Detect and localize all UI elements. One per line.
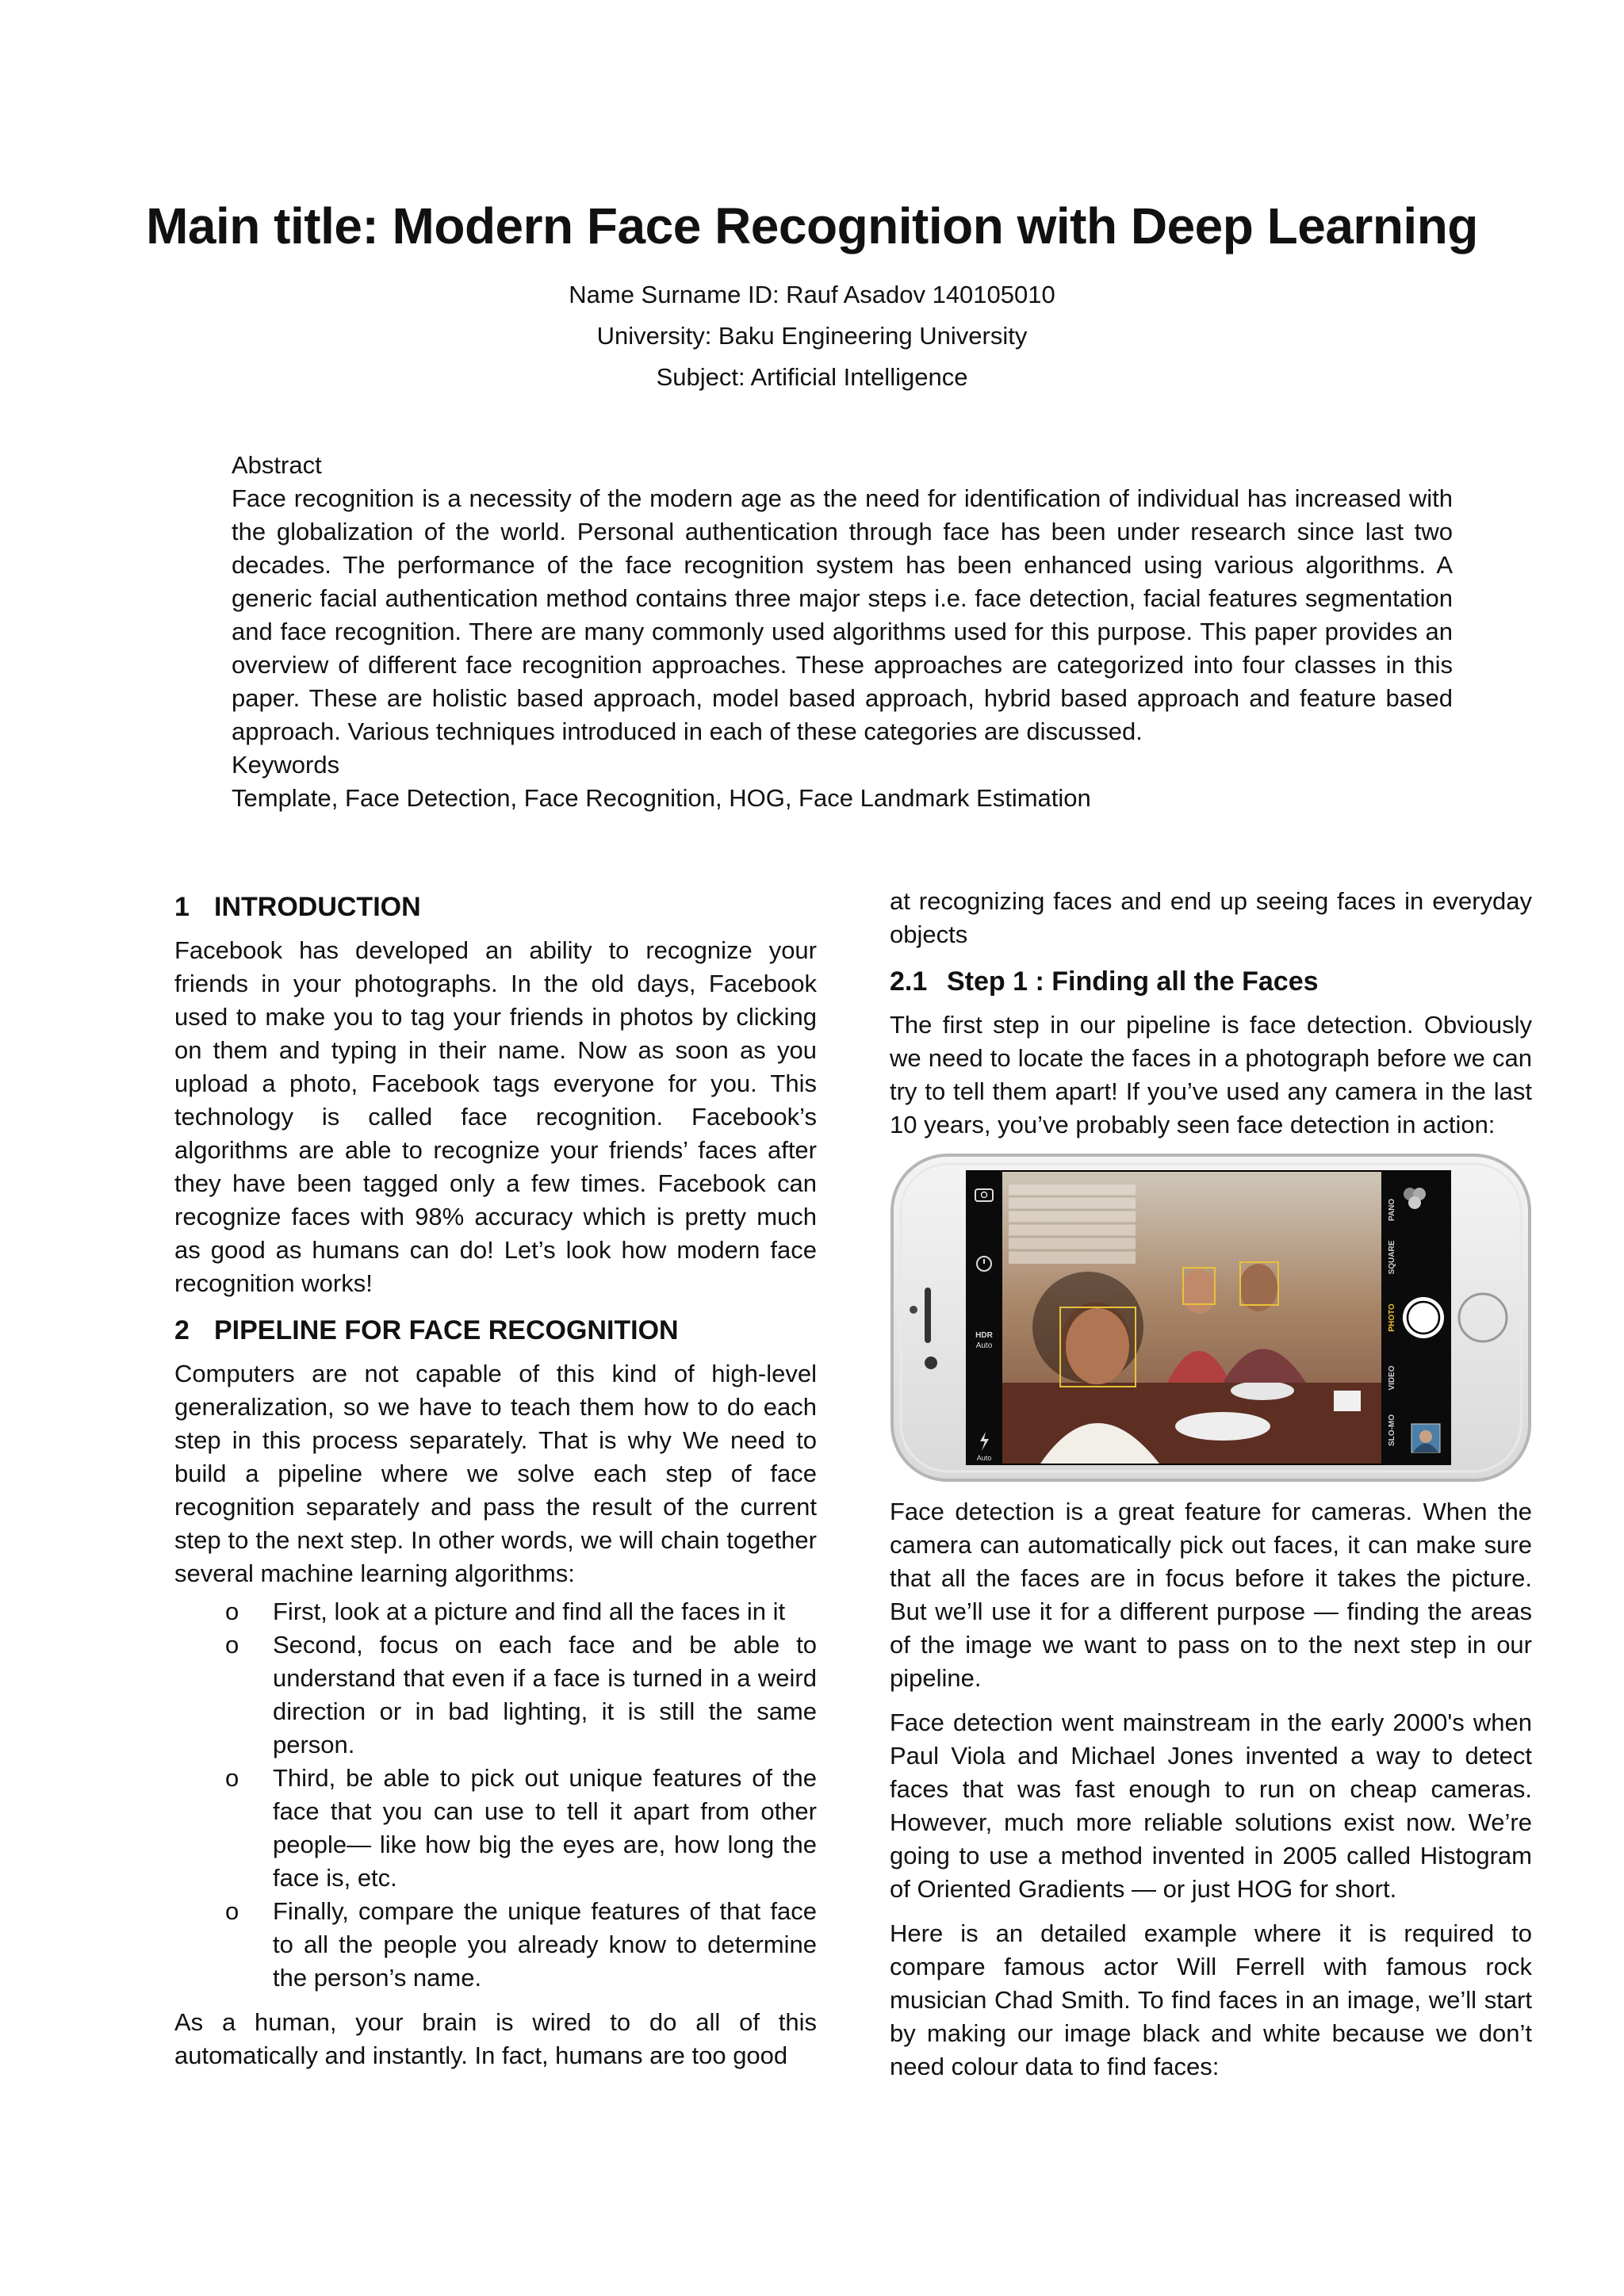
bullet-marker: o — [225, 1897, 239, 1925]
step1-paragraph: The first step in our pipeline is face detection. Obviously we need to locate the faces in a photograph before we can try to tell them apart! If you’ve used any camera in the last 10 years, you’ve probably seen face detection in action: — [890, 1011, 1532, 1138]
bullet-marker: o — [225, 1764, 239, 1792]
hdr-label: HDR — [975, 1331, 993, 1340]
section-number: 2 — [174, 1315, 190, 1345]
bullet-marker: o — [225, 1631, 239, 1659]
section-title: PIPELINE FOR FACE RECOGNITION — [214, 1315, 679, 1345]
pipeline-steps-list — [174, 1595, 817, 1995]
pipeline-paragraph: Computers are not capable of this kind of high-level generalization, so we have to teach them how to do each step in this process separately. That is why We need to build a pipeline where we solve each step of face recognition separately and pass the result of the current step to the next step. In other words, we will chain together several machine learning algorithms: — [174, 1360, 817, 1587]
speaker-slot — [925, 1288, 931, 1343]
author-line: Name Surname ID: Rauf Asadov 140105010 — [569, 281, 1055, 308]
section-number: 1 — [174, 892, 190, 922]
page-title: Main title: Modern Face Recognition with Deep Learning — [146, 197, 1478, 254]
camera-mode-label: PANO — [1388, 1198, 1396, 1222]
front-camera-dot — [910, 1306, 917, 1314]
list-item-text: Finally, compare the unique features of that face to all the people you already know to determine the person’s name. — [273, 1897, 817, 1992]
keywords-heading: Keywords — [232, 751, 340, 779]
camera-mode-label: SQUARE — [1388, 1240, 1396, 1275]
subsection-heading-step1 — [890, 962, 1532, 1001]
list-item — [174, 1895, 817, 1995]
pipeline-closing-paragraph: As a human, your brain is wired to do all of this automatically and instantly. In fact, humans are too good — [174, 2008, 817, 2069]
list-item-text: Third, be able to pick out unique features of the face that you can use to tell it apart from other people— like how big the eyes are, how long the face is, etc. — [273, 1764, 817, 1892]
section-number: 2.1 — [890, 966, 928, 997]
list-item-text: Second, focus on each face and be able to understand that even if a face is turned in a weird direction or in bad lighting, it is still the same person. — [273, 1631, 817, 1758]
sensor-dot — [925, 1357, 937, 1369]
hdr-value: Auto — [975, 1341, 993, 1350]
section-heading-introduction — [174, 888, 817, 926]
author-block — [0, 274, 1624, 398]
introduction-paragraph: Facebook has developed an ability to recognize your friends in your photographs. In the old days, Facebook used to make you to tag your friends in photos by clicking on them and typing in their name. Now as soon as you upload a photo, Facebook tags everyone for you. This technology is called face recognition. Facebook’s algorithms are able to recognize your friends’ faces after they have been tagged only a few times. Facebook can recognize faces with 98% accuracy which is pretty much as good as humans can do! Let’s look how modern face recognition works! — [174, 936, 817, 1297]
university-line: University: Baku Engineering University — [596, 322, 1028, 350]
subject-line: Subject: Artificial Intelligence — [656, 363, 968, 391]
pipeline-closing-continued: at recognizing faces and end up seeing faces in everyday objects — [890, 887, 1532, 948]
abstract-heading: Abstract — [232, 451, 322, 479]
step1-paragraph-2: Face detection is a great feature for cameras. When the camera can automatically pick out faces, it can make sure that all the faces are in focus before it takes the picture. But we’ll use it for a different purpose — finding the areas of the image we want to pass on to the next step in our pipeline. — [890, 1498, 1532, 1692]
left-column — [174, 888, 817, 2080]
step1-paragraph-4: Here is an detailed example where it is required to compare famous actor Will Ferrell with famous rock musician Chad Smith. To find faces in an image, we’ll start by making our image black and white because we don’t need colour data to find faces: — [890, 1919, 1532, 2080]
list-item — [174, 1595, 817, 1628]
list-item — [174, 1628, 817, 1762]
abstract-text: Face recognition is a necessity of the modern age as the need for identification of individual has increased with the globalization of the world. Personal authentication through face has been under research since last two decades. The performance of the face recognition system has been enhanced using various algorithms. A generic facial authentication method contains three major steps i.e. face detection, facial features segmentation and face recognition. There are many commonly used algorithms used for this purpose. This paper provides an overview of different face recognition approaches. These approaches are categorized into four classes in this paper. These are holistic based approach, model based approach, hybrid based approach and feature based approach. Various techniques introduced in each of these categories are discussed. — [232, 484, 1453, 745]
keywords-text: Template, Face Detection, Face Recognition, HOG, Face Landmark Estimation — [232, 784, 1091, 812]
abstract-block — [232, 449, 1453, 815]
list-item — [174, 1762, 817, 1895]
face-detection-figure — [890, 1153, 1532, 1483]
camera-mode-label: SLO-MO — [1388, 1414, 1396, 1446]
bullet-marker: o — [225, 1598, 239, 1625]
list-item-text: First, look at a picture and find all the faces in it — [273, 1598, 786, 1625]
camera-mode-label: PHOTO — [1388, 1303, 1396, 1332]
section-title: INTRODUCTION — [214, 892, 421, 922]
shutter-button — [1403, 1297, 1444, 1338]
flash-value: Auto — [976, 1454, 992, 1462]
camera-mode-label: VIDEO — [1388, 1365, 1396, 1391]
step1-paragraph-3: Face detection went mainstream in the early 2000's when Paul Viola and Michael Jones invented a way to detect faces that was fast enough to run on cheap cameras. However, much more reliable solutions exist now. We’re going to use a method invented in 2005 called Histogram of Oriented Gradients — or just HOG for short. — [890, 1709, 1532, 1903]
phone-camera-illustration — [890, 1153, 1532, 1483]
section-heading-pipeline — [174, 1311, 817, 1349]
right-column — [890, 885, 1532, 2091]
section-title: Step 1 : Finding all the Faces — [947, 966, 1319, 997]
